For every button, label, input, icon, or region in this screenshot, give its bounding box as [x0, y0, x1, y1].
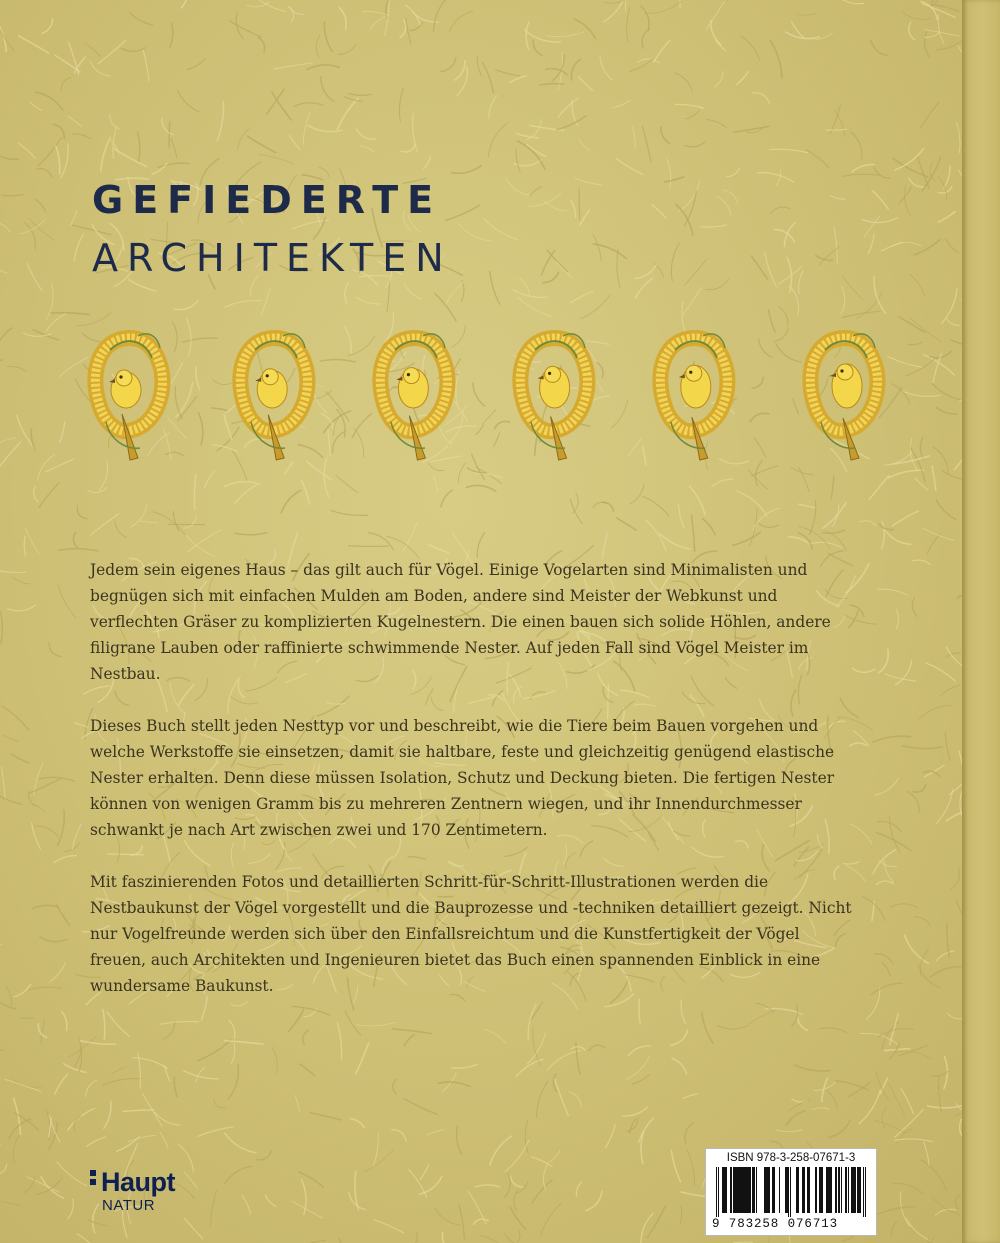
weaver-bird-nest-icon	[795, 330, 895, 470]
barcode-bars	[714, 1167, 868, 1217]
publisher-logo	[90, 1167, 175, 1214]
weaver-bird-nest-icon	[645, 330, 745, 470]
weaver-bird-nest-icon	[80, 330, 180, 470]
blurb-paragraph-2: Dieses Buch stellt jeden Nesttyp vor und beschreibt, wie die Tiere beim Bauen vorgehen und welche Werkstoffe sie einsetzen, damit sie haltbare, feste und gleichzeitig genügend elastische Nester erhalten. Denn diese müssen Isolation, Schutz und Deckung bieten. Die fertigen Nester können von wenigen Gramm bis zu mehreren Zentnern wiegen, und ihr Innendurchmesser schwankt je nach Art zwischen zwei und 170 Zentimetern.	[90, 717, 835, 839]
publisher-mark-icon	[90, 1170, 98, 1188]
barcode-digits: 9 783258 076713	[712, 1217, 839, 1231]
book-spine-edge	[962, 0, 1000, 1243]
blurb-text	[90, 557, 860, 1025]
title-line-2: ARCHITEKTEN	[92, 236, 453, 280]
weaver-bird-nest-icon	[225, 330, 325, 470]
publisher-name	[90, 1167, 175, 1197]
blurb-paragraph-1: Jedem sein eigenes Haus – das gilt auch für Vögel. Einige Vogelarten sind Minimalisten und begnügen sich mit einfachen Mulden am Boden, andere sind Meister der Webkunst und verflechten Gräser zu komplizierten Kugelnestern. Die einen bauen sich solide Höhlen, andere filigrane Lauben oder raffinierte schwimmende Nester. Auf jeden Fall sind Vögel Meister im Nestbau.	[90, 561, 831, 683]
publisher-name-text: Haupt	[101, 1167, 175, 1197]
weaver-bird-nest-icon	[505, 330, 605, 470]
isbn-label: ISBN 978-3-258-07671-3	[726, 1152, 856, 1164]
title-line-1: GEFIEDERTE	[92, 178, 443, 222]
weaver-bird-nest-icon	[365, 330, 465, 470]
nest-building-sequence	[80, 330, 890, 470]
blurb-paragraph-3: Mit faszinierenden Fotos und detaillierten Schritt-für-Schritt-Illustrationen werden die Nestbaukunst der Vögel vorgestellt und die Bauprozesse und -techniken detailliert gezeigt. Nicht nur Vogelfreunde werden sich über den Einfallsreichtum und die Kunstfertigkeit der Vögel freuen, auch Architekten und Ingenieuren bietet das Buch einen spannenden Einblick in eine wundersame Baukunst.	[90, 873, 852, 995]
isbn-barcode	[705, 1148, 877, 1236]
publisher-series: NATUR	[102, 1197, 156, 1214]
